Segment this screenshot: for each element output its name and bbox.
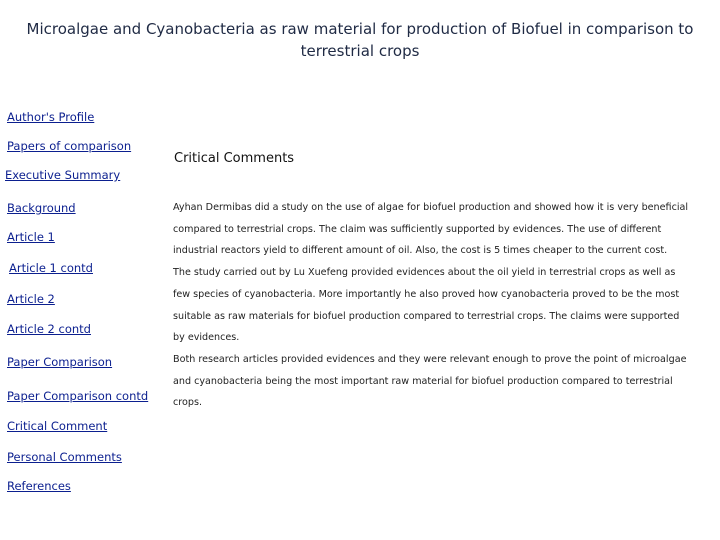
nav-link-article-2-contd[interactable]: Article 2 contd [7,322,91,336]
comment-paragraph: Both research articles provided evidences and they were relevant enough to prove the point of microalgae and cyanobacteria being the most important raw material for biofuel production compared to terrestrial crops. [173,353,687,409]
nav-link-authors-profile[interactable]: Author's Profile [7,110,95,124]
nav-link-article-1-contd[interactable]: Article 1 contd [9,261,93,275]
nav-link-paper-comparison[interactable]: Paper Comparison [7,355,113,369]
nav-link-background[interactable]: Background [7,201,76,215]
nav-link-papers-of-comparison[interactable]: Papers of comparison [7,139,132,153]
comment-paragraph: The study carried out by Lu Xuefeng provided evidences about the oil yield in terrestrial crops as well as few species of cyanobacteria. More importantly he also proved how cyanobacteria proved to be the most suitable as raw materials for biofuel production compared to terrestrial crops. The claims were supported by evidences. [173,267,680,344]
nav-link-article-2[interactable]: Article 2 [7,292,55,306]
page-title: Microalgae and Cyanobacteria as raw material for production of Biofuel in comparison to terrestrial crops [26,20,694,60]
nav-link-article-1[interactable]: Article 1 [7,230,55,244]
comment-paragraph: Ayhan Dermibas did a study on the use of algae for biofuel production and showed how it is very beneficial compared to terrestrial crops. The claim was sufficiently supported by evidences. The use of different industrial reactors yield to different amount of oil. Also, the cost is 5 times cheaper to the current cost. [173,202,689,257]
nav-link-paper-comparison-contd[interactable]: Paper Comparison contd [7,389,149,403]
nav-link-personal-comments[interactable]: Personal Comments [7,450,122,464]
sidebar-nav [0,0,160,540]
nav-link-critical-comment[interactable]: Critical Comment [7,419,108,433]
comments-body [173,197,693,414]
section-heading: Critical Comments [174,151,295,166]
nav-link-executive-summary[interactable]: Executive Summary [5,168,121,182]
nav-link-references[interactable]: References [7,479,71,493]
